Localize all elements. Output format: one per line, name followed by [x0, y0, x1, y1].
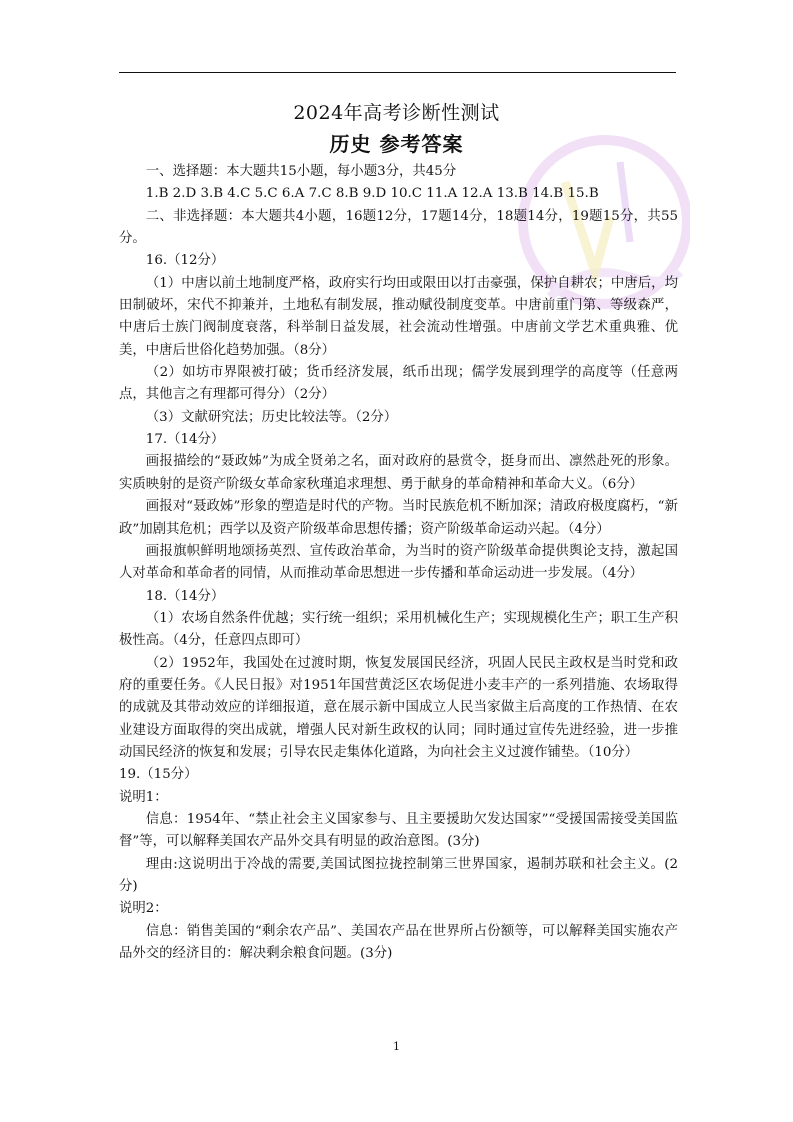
answer-paragraph: 信息：1954年、“禁止社会主义国家参与、且主要援助欠发达国家”“受援国需接受美国监督”等，可以解释美国农产品外交具有明显的政治意图。(3分)	[119, 811, 678, 850]
answer-paragraph: 画报对“聂政姊”形象的塑造是时代的产物。当时民族危机不断加深；清政府极度腐朽，“新政”加剧其危机；西学以及资产阶级革命思想传播；资产阶级革命运动兴起。（4分）	[119, 499, 678, 537]
answer-paragraph: （1）农场自然条件优越；实行统一组织；采用机械化生产；实现规模化生产；职工生产积极性高。（4分，任意四点即可）	[119, 610, 678, 649]
header-rule	[119, 72, 676, 73]
question-heading: 19.（15分）	[119, 767, 198, 783]
question-heading: 16.（12分）	[145, 253, 225, 269]
page-title: 2024年高考诊断性测试	[293, 102, 500, 124]
answer-body	[119, 161, 678, 965]
answer-paragraph: 画报描绘的“聂政姊”为成全贤弟之名，面对政府的悬赏令，挺身而出、凛然赴死的形象。实质映射的是资产阶级女革命家秋瑾追求理想、勇于献身的革命精神和革命大义。（6分）	[119, 454, 678, 492]
choice-answers: 1.B 2.D 3.B 4.C 5.C 6.A 7.C 8.B 9.D 10.C 11.A 12.A 13.B 14.B 15.B	[145, 186, 599, 202]
section-heading: 二、非选择题：本大题共4小题，16题12分，17题14分，18题14分，19题15分，共55分。	[119, 208, 678, 247]
answer-paragraph: （1）中唐以前土地制度严格，政府实行均田或限田以打击豪强，保护自耕农；中唐后，均田制破坏，宋代不抑兼并，土地私有制发展，推动赋役制度变革。中唐前重门第、等级森严，中唐后士族门阀制度衰落，科举制日益发展，社会流动性增强。中唐前文学艺术重典雅、优美，中唐后世俗化趋势加强。（8分）	[119, 275, 678, 358]
answer-paragraph: 画报旗帜鲜明地颂扬英烈、宣传政治革命，为当时的资产阶级革命提供舆论支持，激起国人对革命和革命者的同情，从而推动革命思想进一步传播和革命运动进一步发展。（4分）	[119, 543, 678, 582]
explanation-label: 说明1：	[119, 789, 168, 805]
answer-paragraph: 理由:这说明出于冷战的需要,美国试图拉拢控制第三世界国家，遏制苏联和社会主义。(2分)	[119, 856, 678, 894]
answer-paragraph: （2）如坊市界限被打破；货币经济发展，纸币出现；儒学发展到理学的高度等（任意两点，其他言之有理都可得分）（2分）	[119, 365, 678, 403]
page-number: 1	[393, 1040, 400, 1053]
question-heading: 18.（14分）	[145, 588, 225, 604]
explanation-label: 说明2：	[119, 901, 168, 917]
answer-paragraph: （2）1952年，我国处在过渡时期，恢复发展国民经济，巩固人民民主政权是当时党和政府的重要任务。《人民日报》对1951年国营黄泛区农场促进小麦丰产的一系列措施、农场取得的成就及其带动效应的详细报道，意在展示新中国成立人民当家做主后高度的工作热情、在农业建设方面取得的突出成就，增强人民对新生政权的认同；同时通过宣传先进经验，进一步推动国民经济的恢复和发展；引导农民走集体化道路，为向社会主义过渡作铺垫。（10分）	[119, 655, 678, 760]
answer-paragraph: （3）文献研究法；历史比较法等。（2分）	[145, 409, 398, 425]
section-heading: 一、选择题：本大题共15小题，每小题3分，共45分	[145, 164, 457, 179]
page-subtitle: 历史 参考答案	[329, 132, 464, 156]
question-heading: 17.（14分）	[145, 432, 225, 448]
answer-paragraph: 信息：销售美国的“剩余农产品”、美国农产品在世界所占份额等，可以解释美国实施农产品外交的经济目的：解决剩余粮食问题。(3分)	[119, 923, 678, 962]
